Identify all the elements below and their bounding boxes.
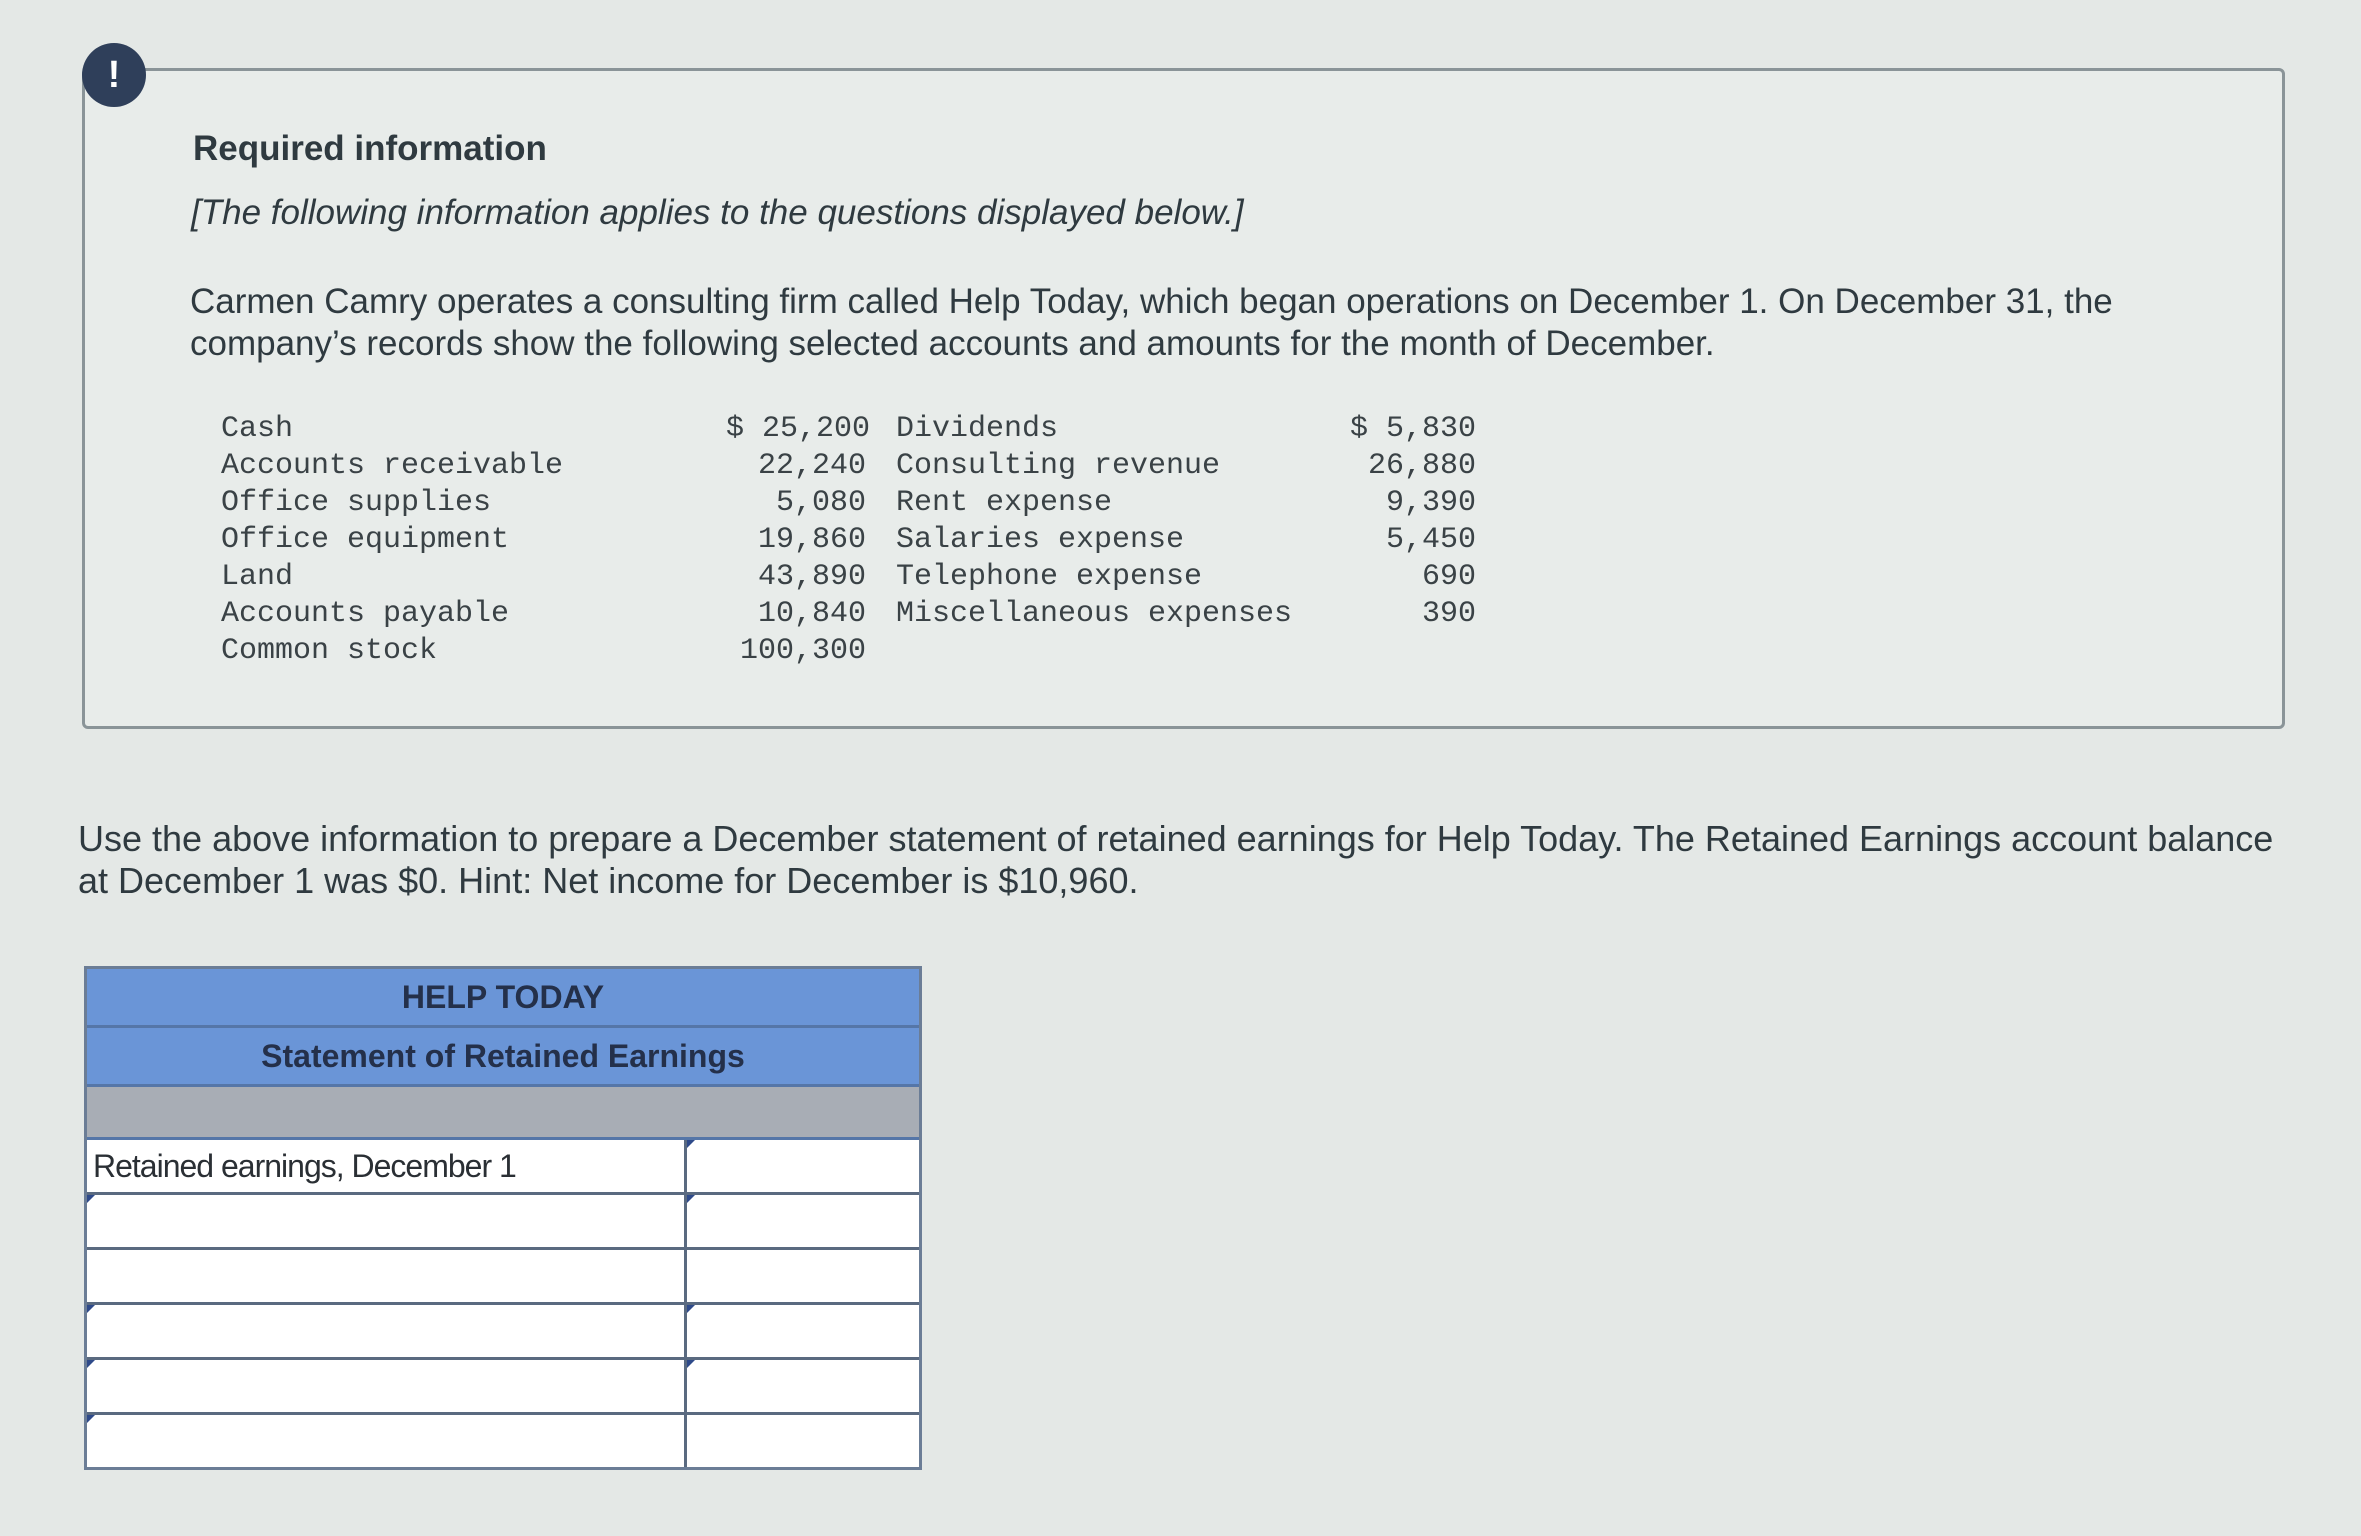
statement-amount-cell (687, 1415, 919, 1467)
statement-amount-input[interactable] (687, 1415, 923, 1469)
required-information-subtitle: [The following information applies to the questions displayed below.] (191, 193, 1244, 232)
account-row (221, 596, 1476, 633)
account-row (221, 559, 1476, 596)
account-amount: 390 (1421, 597, 1476, 631)
account-amount: 9,390 (1385, 486, 1476, 520)
statement-label-cell[interactable] (87, 1360, 687, 1412)
statement-amount-cell (687, 1305, 919, 1357)
retained-earnings-statement (84, 966, 922, 1470)
account-amount: 19,860 (757, 523, 866, 557)
account-name: Salaries expense (896, 523, 1185, 557)
instruction-text: Use the above information to prepare a December statement of retained earnings for Help Today. The Retained Earnings account balance at December 1 was $0. Hint: Net income for December is $10,960. (78, 818, 2274, 901)
statement-date-input[interactable] (87, 1087, 919, 1137)
account-name: Office supplies (221, 486, 492, 520)
account-name: Telephone expense (896, 560, 1203, 594)
statement-row (87, 1360, 919, 1415)
account-amount: 5,450 (1385, 523, 1476, 557)
statement-row (87, 1140, 919, 1195)
statement-label-cell[interactable] (87, 1415, 687, 1467)
account-row (221, 522, 1476, 559)
account-amount (1301, 633, 1476, 670)
account-name: Common stock (221, 634, 438, 668)
account-name: Dividends (896, 412, 1059, 446)
statement-label-cell[interactable] (87, 1195, 687, 1247)
accounts-list (221, 411, 1476, 670)
dropdown-marker-icon (87, 1305, 95, 1313)
statement-label-cell[interactable] (87, 1140, 687, 1192)
account-row (221, 485, 1476, 522)
exclamation-icon: ! (82, 43, 146, 107)
statement-company-name: HELP TODAY (87, 969, 919, 1028)
dropdown-marker-icon (87, 1195, 95, 1203)
account-name: Rent expense (896, 486, 1113, 520)
account-name: Miscellaneous expenses (896, 597, 1293, 631)
statement-label-cell[interactable] (87, 1250, 687, 1302)
account-name: Accounts receivable (221, 449, 564, 483)
statement-amount-cell (687, 1360, 919, 1412)
statement-row (87, 1415, 919, 1467)
account-name: Accounts payable (221, 597, 510, 631)
statement-amount-input[interactable] (687, 1360, 923, 1414)
account-amount: 43,890 (757, 560, 866, 594)
account-name: Cash (221, 412, 294, 446)
account-row (221, 411, 1476, 448)
statement-amount-cell (687, 1140, 919, 1192)
dropdown-marker-icon (87, 1415, 95, 1423)
statement-row (87, 1250, 919, 1305)
scenario-text: Carmen Camry operates a consulting firm called Help Today, which began operations on December 1. On December 31, the company’s records show the following selected accounts and amounts for the month of December. (190, 282, 2113, 363)
account-amount: 26,880 (1367, 449, 1476, 483)
dropdown-marker-icon (87, 1360, 95, 1368)
statement-date-row (87, 1087, 919, 1140)
statement-label-text: Retained earnings, December 1 (93, 1148, 516, 1184)
account-amount: 10,840 (757, 597, 866, 631)
statement-row (87, 1305, 919, 1360)
statement-amount-cell (687, 1195, 919, 1247)
account-amount: 690 (1421, 560, 1476, 594)
statement-amount-input[interactable] (687, 1140, 923, 1194)
required-information-panel (82, 68, 2285, 729)
account-name: Land (221, 560, 294, 594)
account-amount: 22,240 (757, 449, 866, 483)
account-amount: 5,080 (775, 486, 866, 520)
account-name: Office equipment (221, 523, 510, 557)
statement-amount-input[interactable] (687, 1305, 923, 1359)
statement-label-cell[interactable] (87, 1305, 687, 1357)
account-amount: 100,300 (739, 634, 866, 668)
account-name: Consulting revenue (896, 449, 1221, 483)
account-name (866, 633, 1301, 670)
statement-amount-cell (687, 1250, 919, 1302)
statement-amount-input[interactable] (687, 1195, 923, 1249)
account-row (221, 633, 1476, 670)
statement-amount-input[interactable] (687, 1250, 923, 1304)
required-information-title: Required information (193, 129, 547, 168)
account-amount: $ 25,200 (726, 412, 871, 446)
statement-row (87, 1195, 919, 1250)
statement-title: Statement of Retained Earnings (87, 1028, 919, 1087)
account-row (221, 448, 1476, 485)
account-amount: $ 5,830 (1349, 412, 1476, 446)
